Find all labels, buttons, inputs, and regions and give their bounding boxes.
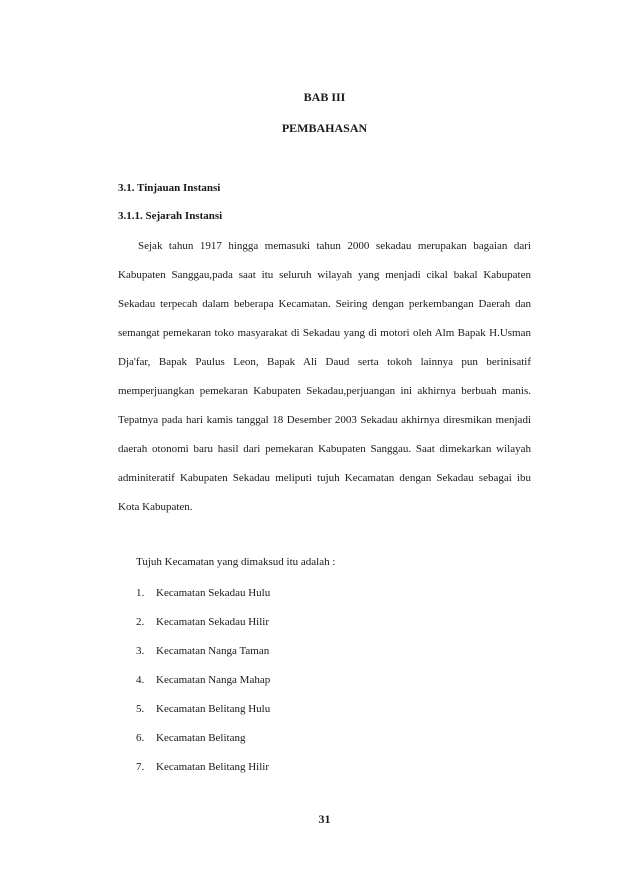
list-item-number: 2. [136, 616, 145, 628]
subsection-heading: 3.1.1. Sejarah Instansi [118, 210, 223, 222]
list-item-label: Kecamatan Nanga Mahap [156, 674, 271, 686]
list-item-label: Kecamatan Belitang Hilir [156, 761, 270, 773]
list-item [136, 643, 270, 672]
chapter-title: PEMBAHASAN [281, 121, 368, 135]
kecamatan-list [136, 585, 270, 788]
section-heading: 3.1. Tinjauan Instansi [118, 182, 221, 194]
list-item-label: Kecamatan Nanga Taman [156, 645, 270, 657]
list-item [136, 730, 270, 759]
list-intro: Tujuh Kecamatan yang dimaksud itu adalah : [136, 556, 336, 568]
list-item [136, 585, 270, 614]
list-item-number: 5. [136, 703, 145, 715]
list-item [136, 701, 270, 730]
list-item-number: 6. [136, 732, 145, 744]
list-item-label: Kecamatan Sekadau Hilir [156, 616, 270, 628]
chapter-number: BAB III [303, 90, 346, 104]
list-item [136, 759, 270, 788]
list-item [136, 672, 270, 701]
list-item-label: Kecamatan Sekadau Hulu [156, 587, 271, 599]
list-item-label: Kecamatan Belitang [156, 732, 246, 744]
page-number: 31 [318, 812, 331, 826]
list-item-number: 1. [136, 587, 145, 599]
list-item-number: 4. [136, 674, 145, 686]
list-item-number: 7. [136, 761, 145, 773]
list-item [136, 614, 270, 643]
list-item-label: Kecamatan Belitang Hulu [156, 703, 271, 715]
list-item-number: 3. [136, 645, 145, 657]
history-paragraph: Sejak tahun 1917 hingga memasuki tahun 2000 sekadau merupakan bagaian dari Kabupaten Sanggau,pada saat itu seluruh wilayah yang menjadi cikal bakal Kabupaten Sekadau terpecah dalam beberapa Kecamatan. Seiring dengan perkembangan Daerah dan semangat pemekaran toko masyarakat di Sekadau yang di motori oleh Alm Bapak H.Usman Dja'far, Bapak Paulus Leon, Bapak Ali Daud serta tokoh lainnya pun berinisatif memperjuangkan pemekaran Kabupaten Sekadau,perjuangan ini akhirnya berbuah manis. Tepatnya pada hari kamis tanggal 18 Desember 2003 Sekadau akhirnya diresmikan menjadi daerah otonomi baru hasil dari pemekaran Kabupaten Sanggau. Saat dimekarkan wilayah adminiteratif Kabupaten Sekadau meliputi tujuh Kecamatan dengan Sekadau sebagai ibu Kota Kabupaten. [118, 240, 531, 513]
